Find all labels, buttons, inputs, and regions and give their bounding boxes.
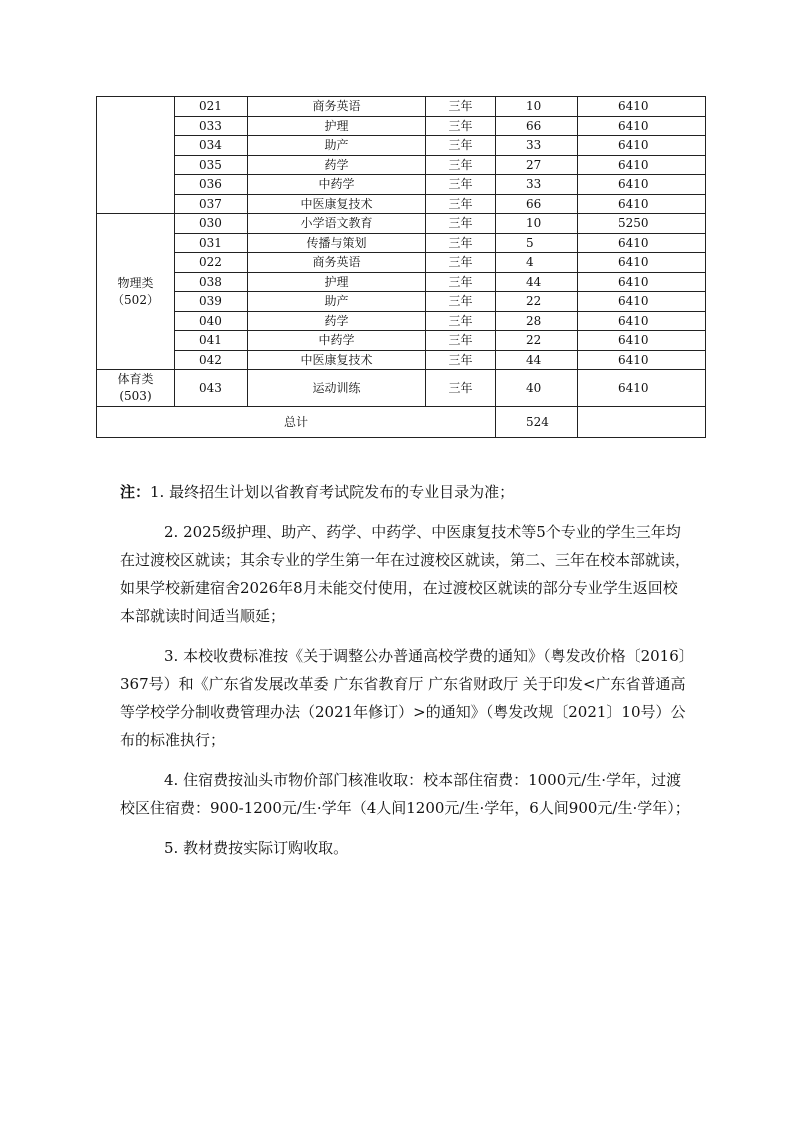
major-name-cell: 药学 (248, 155, 426, 175)
total-row (97, 407, 706, 438)
plan-count-cell: 66 (496, 116, 578, 136)
table-row (97, 272, 706, 292)
tuition-cell: 6410 (578, 155, 706, 175)
table-row (97, 331, 706, 351)
tuition-cell: 6410 (578, 194, 706, 214)
major-code-cell: 040 (175, 311, 248, 331)
duration-cell: 三年 (426, 214, 496, 234)
table-row (97, 350, 706, 370)
table-row (97, 155, 706, 175)
note-1-text: 1. 最终招生计划以省教育考试院发布的专业目录为准； (150, 483, 515, 501)
tuition-cell: 6410 (578, 116, 706, 136)
duration-cell: 三年 (426, 155, 496, 175)
duration-cell: 三年 (426, 331, 496, 351)
plan-count-cell: 28 (496, 311, 578, 331)
table-row (97, 194, 706, 214)
category-cell-physics (97, 214, 175, 370)
notes-label: 注： (120, 483, 151, 501)
major-name-cell: 中药学 (248, 331, 426, 351)
tuition-cell: 6410 (578, 272, 706, 292)
plan-count-cell: 66 (496, 194, 578, 214)
table-row (97, 214, 706, 234)
tuition-cell: 6410 (578, 350, 706, 370)
table-row (97, 97, 706, 117)
note-5: 5. 教材费按实际订购收取。 (164, 839, 349, 857)
table-row (97, 175, 706, 195)
major-code-cell: 022 (175, 253, 248, 273)
plan-count-cell: 40 (496, 370, 578, 407)
table-row (97, 311, 706, 331)
category-code: (503) (119, 389, 152, 403)
major-name-cell: 传播与策划 (248, 233, 426, 253)
duration-cell: 三年 (426, 272, 496, 292)
table-row (97, 116, 706, 136)
note-1 (120, 478, 690, 506)
duration-cell: 三年 (426, 233, 496, 253)
category-name: 物理类 (117, 275, 154, 290)
table-row (97, 233, 706, 253)
plan-count-cell: 27 (496, 155, 578, 175)
tuition-cell: 6410 (578, 233, 706, 253)
major-name-cell: 助产 (248, 136, 426, 156)
major-code-cell: 034 (175, 136, 248, 156)
category-cell-continued (97, 97, 175, 214)
major-name-cell: 运动训练 (248, 370, 426, 407)
major-code-cell: 021 (175, 97, 248, 117)
tuition-cell: 6410 (578, 97, 706, 117)
tuition-cell: 6410 (578, 292, 706, 312)
duration-cell: 三年 (426, 194, 496, 214)
major-name-cell: 商务英语 (248, 253, 426, 273)
plan-count-cell: 22 (496, 292, 578, 312)
major-name-cell: 中医康复技术 (248, 350, 426, 370)
major-code-cell: 039 (175, 292, 248, 312)
category-name: 体育类 (117, 372, 154, 386)
category-cell-sports (97, 370, 175, 407)
major-name-cell: 护理 (248, 116, 426, 136)
note-4: 4. 住宿费按汕头市物价部门核准收取：校本部住宿费：1000元/生·学年，过渡校区住宿费：900-1200元/生·学年（4人间1200元/生·学年，6人间900元/生·学年）； (120, 771, 690, 817)
major-name-cell: 药学 (248, 311, 426, 331)
tuition-cell: 6410 (578, 311, 706, 331)
major-name-cell: 中医康复技术 (248, 194, 426, 214)
notes-section (120, 478, 690, 874)
major-code-cell: 036 (175, 175, 248, 195)
table-row (97, 292, 706, 312)
category-code: （502） (112, 292, 159, 307)
major-code-cell: 035 (175, 155, 248, 175)
note-2: 2. 2025级护理、助产、药学、中药学、中医康复技术等5个专业的学生三年均在过渡校区就读；其余专业的学生第一年在过渡校区就读，第二、三年在校本部就读，如果学校新建宿舍2026年8月未能交付使用，在过渡校区就读的部分专业学生返回校本部就读时间适当顺延； (120, 523, 691, 625)
plan-count-cell: 44 (496, 272, 578, 292)
plan-count-cell: 4 (496, 253, 578, 273)
major-code-cell: 041 (175, 331, 248, 351)
plan-count-cell: 22 (496, 331, 578, 351)
major-code-cell: 031 (175, 233, 248, 253)
tuition-cell: 5250 (578, 214, 706, 234)
total-label-cell: 总计 (97, 407, 496, 438)
duration-cell: 三年 (426, 175, 496, 195)
plan-count-cell: 44 (496, 350, 578, 370)
plan-count-cell: 10 (496, 97, 578, 117)
duration-cell: 三年 (426, 311, 496, 331)
major-code-cell: 042 (175, 350, 248, 370)
tuition-cell: 6410 (578, 331, 706, 351)
plan-count-cell: 10 (496, 214, 578, 234)
tuition-cell: 6410 (578, 253, 706, 273)
tuition-cell: 6410 (578, 175, 706, 195)
plan-count-cell: 33 (496, 136, 578, 156)
table-row (97, 370, 706, 407)
duration-cell: 三年 (426, 116, 496, 136)
table-row (97, 136, 706, 156)
major-name-cell: 助产 (248, 292, 426, 312)
major-name-cell: 护理 (248, 272, 426, 292)
tuition-cell: 6410 (578, 136, 706, 156)
plan-count-cell: 33 (496, 175, 578, 195)
duration-cell: 三年 (426, 292, 496, 312)
major-name-cell: 小学语文教育 (248, 214, 426, 234)
duration-cell: 三年 (426, 370, 496, 407)
major-code-cell: 033 (175, 116, 248, 136)
major-code-cell: 030 (175, 214, 248, 234)
major-name-cell: 中药学 (248, 175, 426, 195)
table-row (97, 253, 706, 273)
plan-count-cell: 5 (496, 233, 578, 253)
major-code-cell: 037 (175, 194, 248, 214)
total-value-cell: 524 (496, 407, 578, 438)
tuition-cell: 6410 (578, 370, 706, 407)
enrollment-plan-table (96, 96, 706, 438)
duration-cell: 三年 (426, 350, 496, 370)
duration-cell: 三年 (426, 253, 496, 273)
total-empty-cell (578, 407, 706, 438)
note-3: 3. 本校收费标准按《关于调整公办普通高校学费的通知》（粤发改价格〔2016〕367号）和《广东省发展改革委 广东省教育厅 广东省财政厅 关于印发<广东省普通高等学校学分制收费管理办法（2021年修订）>的通知》（粤发改规〔2021〕10号）公布的标准执行； (120, 647, 687, 749)
major-code-cell: 043 (175, 370, 248, 407)
major-name-cell: 商务英语 (248, 97, 426, 117)
duration-cell: 三年 (426, 97, 496, 117)
major-code-cell: 038 (175, 272, 248, 292)
duration-cell: 三年 (426, 136, 496, 156)
